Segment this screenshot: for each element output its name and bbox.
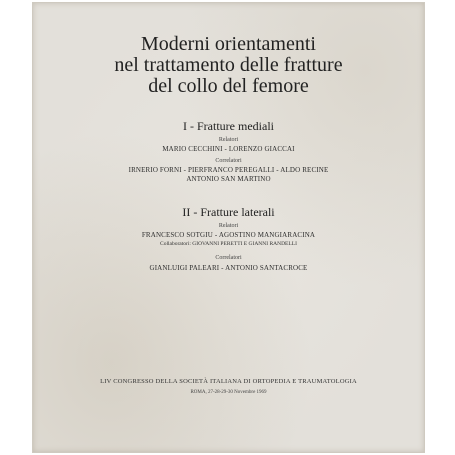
section1-relatori-label: Relatori — [218, 137, 239, 143]
congress-date: ROMA, 27-28-29-30 Novembre 1969 — [190, 390, 267, 395]
section1-correlatori-label: Correlatori — [215, 158, 242, 164]
section2-collaboratori: Collaboratori: GIOVANNI PERETTI E GIANNI RANDELLI — [160, 241, 297, 247]
section1-relatori-names: MARIO CECCHINI - LORENZO GIACCAI — [162, 145, 295, 153]
section2-relatori-label: Relatori — [218, 223, 239, 229]
section1-correlatori-line2: ANTONIO SAN MARTINO — [186, 175, 271, 183]
title-line-1: Moderni orientamenti — [141, 33, 316, 55]
section2-correlatori-label: Correlatori — [215, 255, 242, 261]
section1-heading: I - Fratture mediali — [183, 119, 274, 133]
congress-line: LIV CONGRESSO DELLA SOCIETÀ ITALIANA DI ORTOPEDIA E TRAUMATOLOGIA — [100, 378, 357, 385]
section1-correlatori-line1: IRNERIO FORNI - PIERFRANCO PEREGALLI - ALDO RECINE — [128, 166, 329, 174]
title-line-2: nel trattamento delle fratture — [114, 54, 343, 76]
title-line-3: del collo del femore — [148, 75, 309, 97]
section2-heading: II - Fratture laterali — [182, 205, 275, 219]
section2-correlatori-names: GIANLUIGI PALEARI - ANTONIO SANTACROCE — [149, 264, 308, 272]
section2-relatori-names: FRANCESCO SOTGIU - AGOSTINO MANGIARACINA — [141, 231, 316, 239]
